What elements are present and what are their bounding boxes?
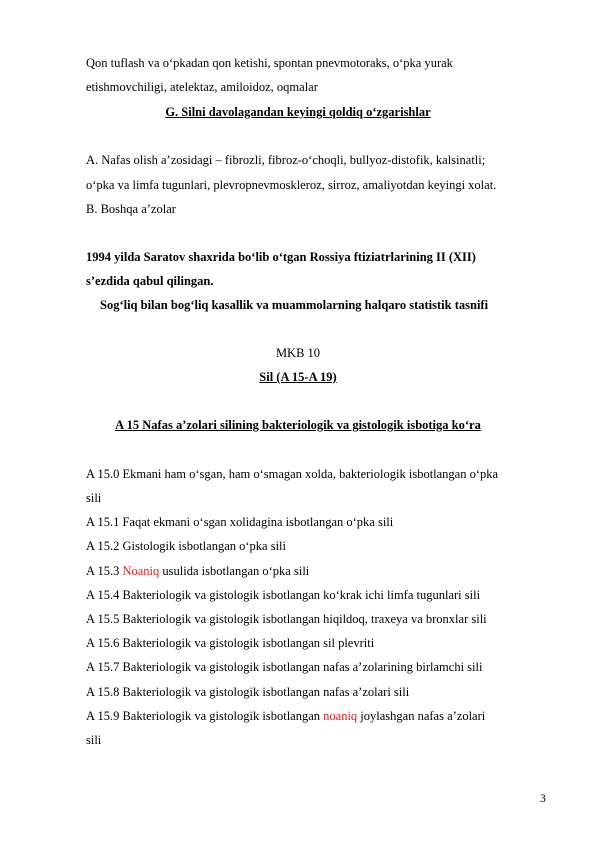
list-item-a15-4: A 15.4 Bakteriologik va gistologik isbotlangan ko‘krak ichi limfa tugunlari sili: [86, 588, 481, 602]
list-item-a15-8: A 15.8 Bakteriologik va gistologik isbotlangan nafas a’zolari sili: [86, 685, 410, 699]
congress-line-2: s’ezdida qabul qilingan.: [86, 274, 214, 288]
congress-line-1: 1994 yilda Saratov shaxrida bo‘lib o‘tgan Rossiya ftiziatrlarining II (XII): [86, 250, 476, 264]
section-g-a-line-1: A. Nafas olish a’zosidagi – fibrozli, fibroz-o‘choqli, bullyoz-distofik, kalsinatli;: [86, 153, 486, 167]
classification-title: Sog‘liq bilan bog‘liq kasallik va muammolarning halqaro statistik tasnifi: [100, 298, 489, 312]
mkb-title: MKB 10: [275, 346, 321, 360]
list-item-a15-7: A 15.7 Bakteriologik va gistologik isbotlangan nafas a’zolarining birlamchi sili: [86, 660, 483, 674]
intro-line-2: etishmovchiligi, atelektaz, amiloidoz, oqmalar: [86, 80, 318, 94]
mkb-subtitle: Sil (A 15-A 19): [259, 370, 337, 384]
list-item-a15-3: [86, 564, 309, 579]
intro-line-1: Qon tuflash va o‘pkadan qon ketishi, spontan pnevmotoraks, o‘pka yurak: [86, 56, 453, 70]
highlight-noaniq: noaniq: [323, 709, 358, 723]
list-item-a15-0: A 15.0 Ekmani ham o‘sgan, ham o‘smagan xolda, bakteriologik isbotlangan o‘pka: [86, 467, 499, 481]
list-item-a15-3-suffix: usulida isbotlangan o‘pka sili: [159, 564, 310, 578]
list-item-a15-1: A 15.1 Faqat ekmani o‘sgan xolidagina isbotlangan o‘pka sili: [86, 515, 394, 529]
list-item-a15-5: A 15.5 Bakteriologik va gistologik isbotlangan hiqildoq, traxeya va bronxlar sili: [86, 612, 487, 626]
highlight-noaniq: Noaniq: [122, 564, 160, 578]
section-g-title: G. Silni davolagandan keyingi qoldiq o‘zgarishlar: [165, 105, 431, 119]
list-item-a15-2: A 15.2 Gistologik isbotlangan o‘pka sili: [86, 539, 286, 553]
section-g-a-line-2: o‘pka va limfa tugunlari, plevropnevmoskleroz, sirroz, amaliyotdan keyingi xolat.: [86, 178, 497, 192]
list-item-a15-0-cont: sili: [86, 491, 102, 505]
list-item-a15-9-cont: sili: [86, 733, 102, 747]
list-item-a15-9-prefix: A 15.9 Bakteriologik va gistologik isbotlangan: [86, 709, 324, 723]
list-item-a15-9: [86, 709, 485, 724]
page-number: 3: [540, 793, 546, 805]
list-item-a15-6: A 15.6 Bakteriologik va gistologik isbotlangan sil plevriti: [86, 636, 375, 650]
list-item-a15-9-suffix: joylashgan nafas a’zolari: [357, 709, 486, 723]
section-g-b-line: B. Boshqa a’zolar: [86, 202, 176, 216]
list-item-a15-3-prefix: A 15.3: [86, 564, 123, 578]
a15-heading: A 15 Nafas a’zolari silining bakteriologik va gistologik isbotiga ko‘ra: [115, 418, 481, 432]
